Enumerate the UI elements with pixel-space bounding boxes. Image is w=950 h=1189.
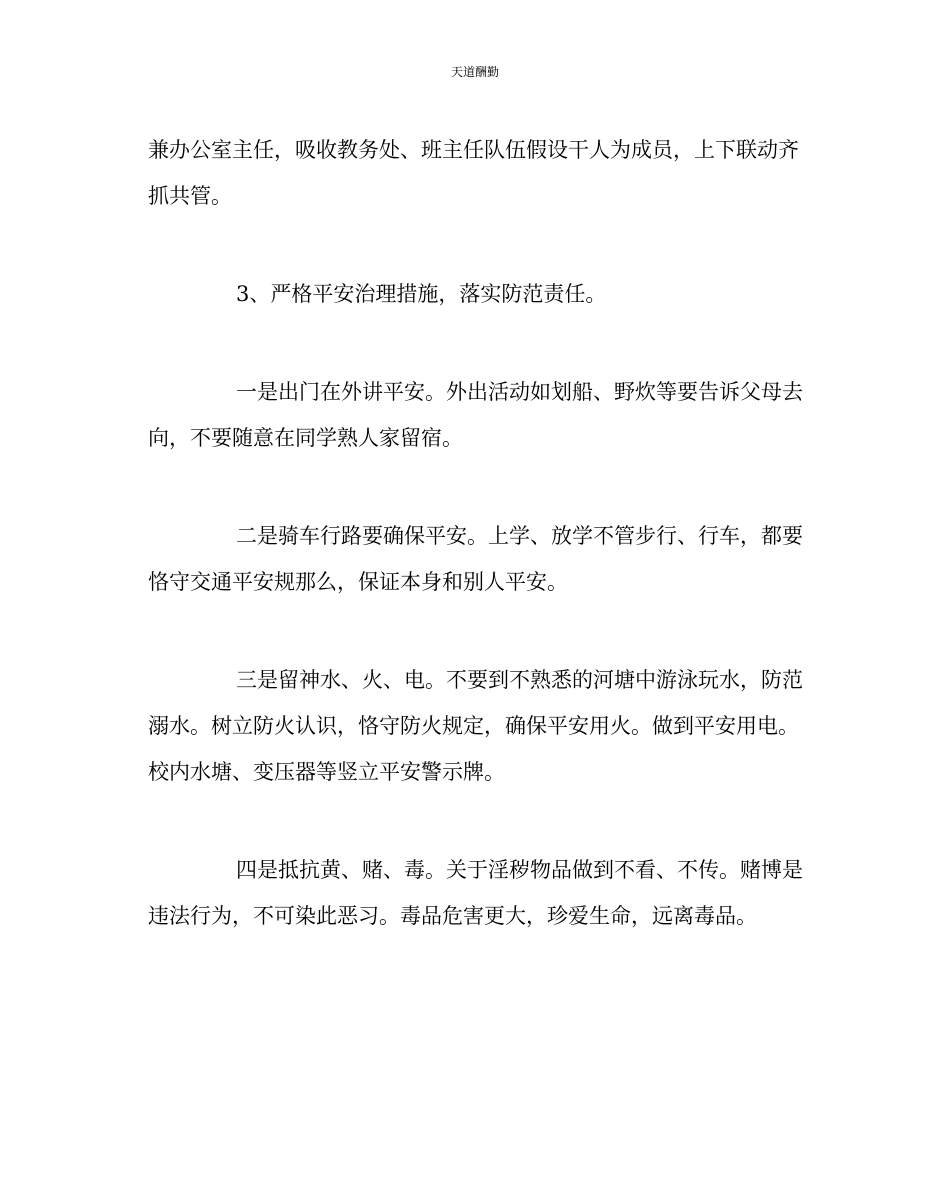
paragraph-travel-safety: 一是出门在外讲平安。外出活动如划船、野炊等要告诉父母去向，不要随意在同学熟人家留宿。	[148, 380, 803, 450]
paragraph-resist-vice: 四是抵抗黄、赌、毒。关于淫秽物品做到不看、不传。赌博是违法行为，不可染此恶习。毒品危害更大，珍爱生命，远离毒品。	[148, 858, 803, 928]
paragraph-traffic-safety: 二是骑车行路要确保平安。上学、放学不管步行、行车，都要恪守交通平安规那么，保证本身和别人平安。	[148, 524, 803, 594]
page-header: 天道酬勤	[450, 65, 499, 79]
paragraph-section-heading: 3、严格平安治理措施，落实防范责任。	[236, 282, 607, 306]
paragraph-continuation: 兼办公室主任，吸收教务处、班主任队伍假设干人为成员，上下联动齐抓共管。	[148, 138, 799, 208]
paragraph-water-fire-electric: 三是留神水、火、电。不要到不熟悉的河塘中游泳玩水，防范溺水。树立防火认识，恪守防火规定，确保平安用火。做到平安用电。校内水塘、变压器等竖立平安警示牌。	[148, 668, 803, 784]
document-body	[148, 127, 808, 991]
